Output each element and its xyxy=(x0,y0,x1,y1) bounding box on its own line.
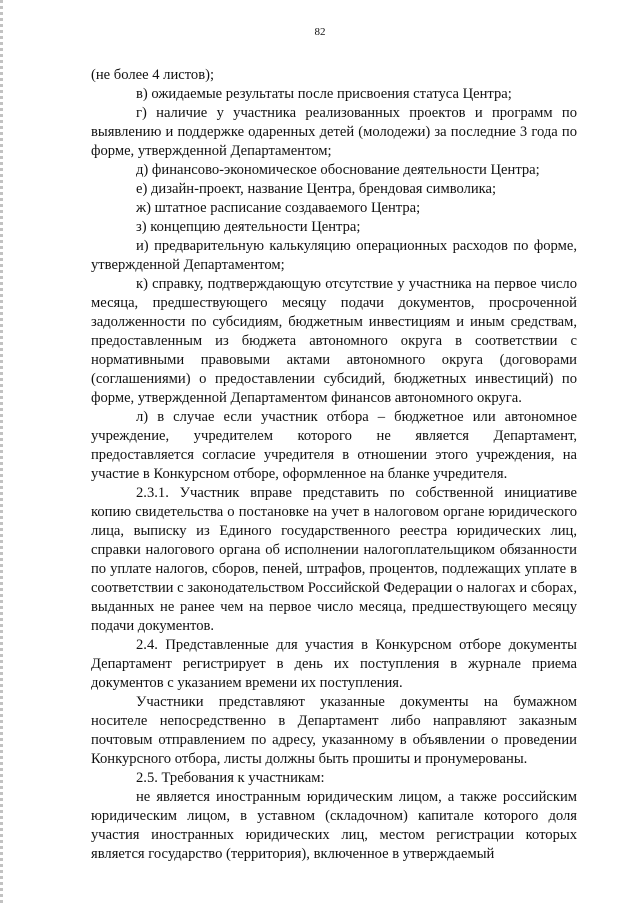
clause-2-5: 2.5. Требования к участникам: xyxy=(136,770,325,786)
requirement-item: не является иностранным юридическим лицом, а также российским юридическим лицом, в уставном (складочном) капитале которого доля участия иностранных юридических лиц, местом регистрации которых является государство (территория), включенное в утверждаемый xyxy=(91,789,577,862)
document-body xyxy=(91,66,577,864)
list-item-e: е) дизайн-проект, название Центра, брендовая символика; xyxy=(136,181,497,197)
list-item-g: г) наличие у участника реализованных проектов и программ по выявлению и поддержке одаренных детей (молодежи) за последние 3 года по форме, утвержденной Департаментом; xyxy=(91,105,577,159)
list-item-l: л) в случае если участник отбора – бюджетное или автономное учреждение, учредителем которого не является Департамент, предоставляется согласие учредителя в отношении этого учреждения, на участие в Конкурсном отборе, оформленное на бланке учредителя. xyxy=(91,409,577,482)
list-item-zh: ж) штатное расписание создаваемого Центра; xyxy=(136,200,421,216)
clause-2-3-1: 2.3.1. Участник вправе представить по собственной инициативе копию свидетельства о постановке на учет в налоговом органе юридического лица, выписку из Единого государственного реестра юридических лиц, справки налогового органа об исполнении налогоплательщиком обязанности по уплате налогов, сборов, пеней, штрафов, процентов, подлежащих уплате в соответствии с законодательством Российской Федерации о налогах и сборах, выданных не ранее чем на первое число месяца, предшествующего месяцу подачи документов. xyxy=(91,485,577,634)
list-item-d: д) финансово-экономическое обоснование деятельности Центра; xyxy=(136,162,540,178)
list-item-v: в) ожидаемые результаты после присвоения статуса Центра; xyxy=(136,86,512,102)
scan-edge xyxy=(0,0,3,905)
clause-2-4: 2.4. Представленные для участия в Конкурсном отборе документы Департамент регистрирует в день их поступления в журнале приема документов с указанием времени их поступления. xyxy=(91,637,577,691)
list-item-i: и) предварительную калькуляцию операционных расходов по форме, утвержденной Департаментом; xyxy=(91,238,577,273)
paragraph-submission: Участники представляют указанные документы на бумажном носителе непосредственно в Департамент либо направляют заказным почтовым отправлением по адресу, указанному в объявлении о проведении Конкурсного отбора, листы должны быть прошиты и пронумерованы. xyxy=(91,694,577,767)
list-item-z: з) концепцию деятельности Центра; xyxy=(136,219,361,235)
list-item-k: к) справку, подтверждающую отсутствие у участника на первое число месяца, предшествующего месяцу подачи документов, просроченной задолженности по субсидиям, бюджетным инвестициям и иным средствам, предоставленным из бюджета автономного округа в соответствии с нормативными правовыми актами автономного округа (договорами (соглашениями) о предоставлении субсидий, бюджетных инвестиций) по форме, утвержденной Департаментом финансов автономного округа. xyxy=(91,276,577,406)
page-number: 82 xyxy=(314,26,326,38)
paragraph-continuation: (не более 4 листов); xyxy=(91,67,215,83)
